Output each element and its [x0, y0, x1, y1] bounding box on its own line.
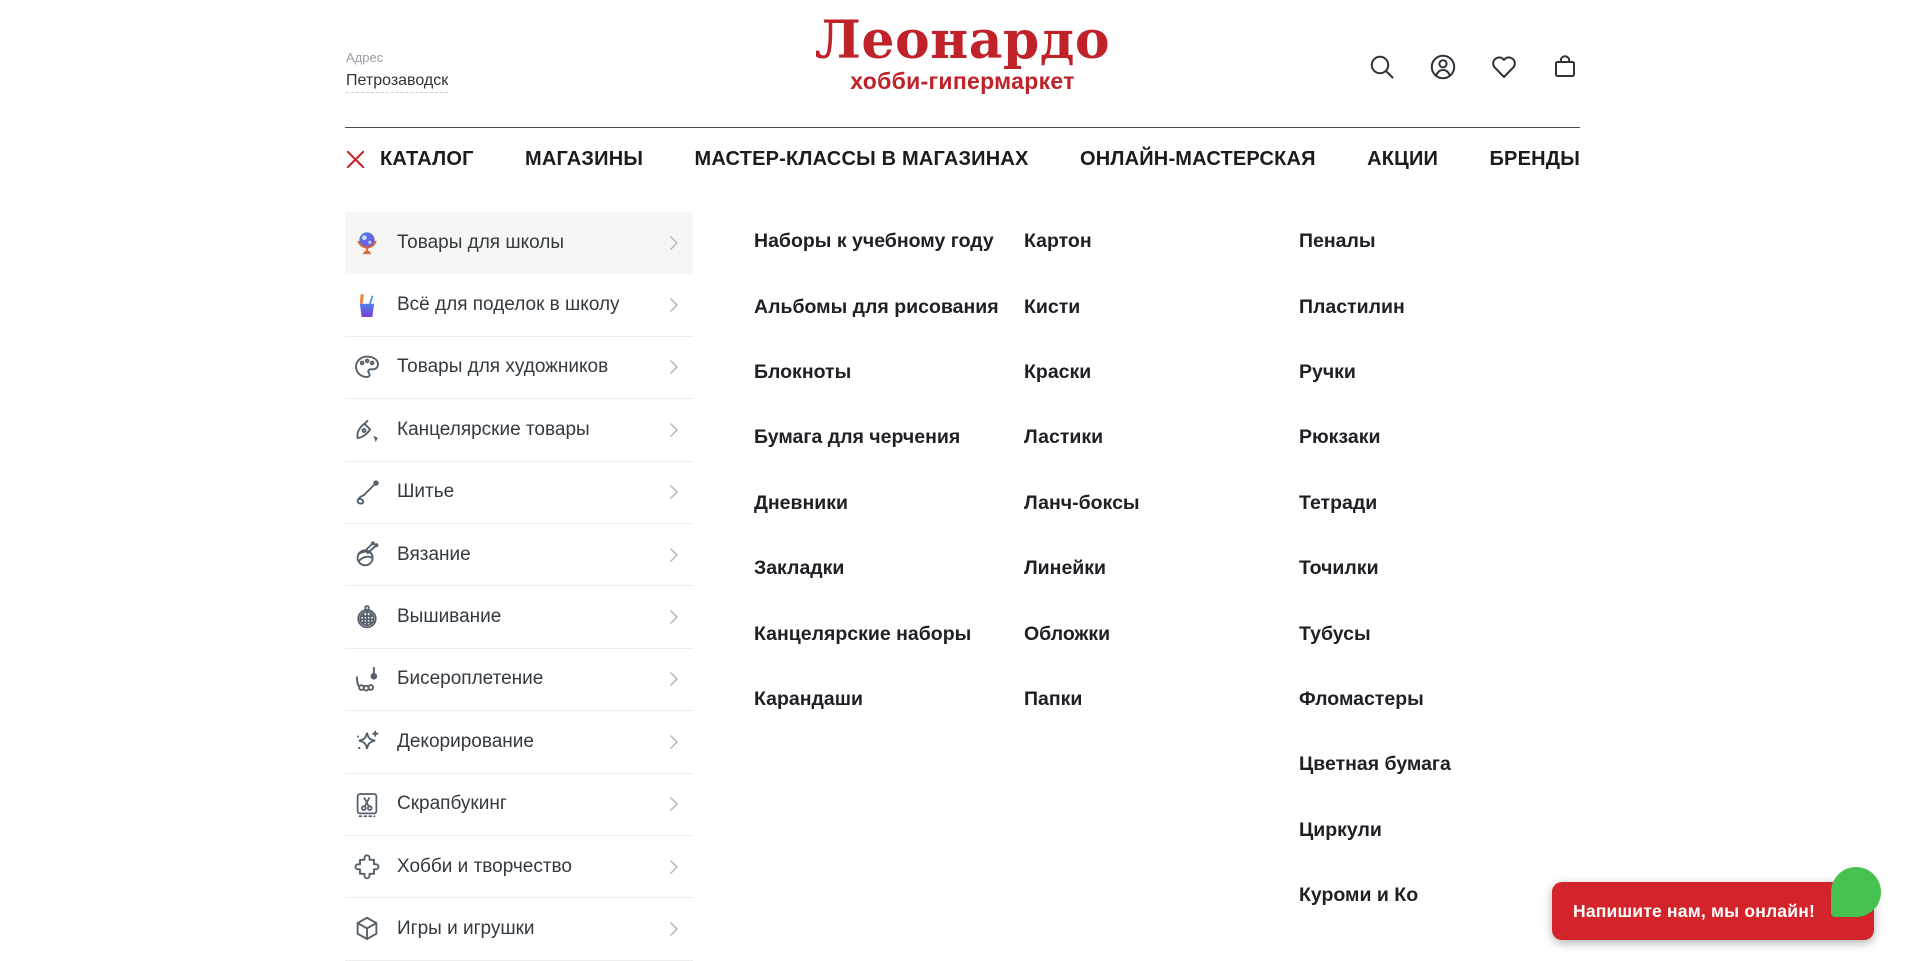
subcategory-link[interactable]: Альбомы для рисования: [754, 295, 999, 318]
chevron-right-icon: [669, 484, 679, 500]
catalog-sidebar: [345, 212, 693, 961]
sidebar-item-label: Канцелярские товары: [397, 418, 590, 440]
subcategory-link[interactable]: Блокноты: [754, 360, 852, 383]
subcategory-link[interactable]: Дневники: [754, 491, 849, 514]
search-icon[interactable]: [1367, 52, 1397, 82]
sidebar-item-beadwork[interactable]: [345, 649, 693, 711]
nav-item-promotions[interactable]: АКЦИИ: [1367, 148, 1439, 170]
chevron-right-icon: [669, 297, 679, 313]
catalog-mega-menu: [345, 212, 1919, 961]
subcategory-link[interactable]: Закладки: [754, 557, 845, 580]
sidebar-item-label: Шитье: [397, 481, 455, 503]
address-label: Адрес: [346, 50, 384, 65]
header-icons: [1367, 52, 1580, 82]
sidebar-item-label: Вышивание: [397, 606, 502, 628]
nav-catalog-button[interactable]: [345, 148, 474, 171]
chevron-right-icon: [669, 796, 679, 812]
subcategory-columns: [754, 209, 1584, 928]
sidebar-item-label: Игры и игрушки: [397, 917, 535, 939]
subcategory-link[interactable]: Фломастеры: [1299, 687, 1424, 710]
nav-catalog-label: КАТАЛОГ: [380, 148, 474, 170]
sidebar-item-games-toys[interactable]: [345, 898, 693, 960]
subcategory-link[interactable]: Пеналы: [1299, 230, 1376, 253]
subcategory-column-1: [754, 209, 1024, 928]
header: [0, 0, 1919, 128]
chevron-right-icon: [669, 235, 679, 251]
chevron-right-icon: [669, 671, 679, 687]
needle-thread-icon: [352, 477, 382, 507]
close-icon: [345, 149, 366, 170]
sidebar-item-scrapbooking[interactable]: [345, 774, 693, 836]
header-divider: [345, 127, 1580, 128]
subcategory-link[interactable]: Бумага для черчения: [754, 426, 961, 449]
cube-icon: [352, 914, 382, 944]
nav-item-online-workshop[interactable]: ОНЛАЙН-МАСТЕРСКАЯ: [1079, 148, 1316, 170]
city-selector[interactable]: Петрозаводск: [346, 72, 448, 93]
sidebar-item-decorating[interactable]: [345, 711, 693, 773]
chat-button[interactable]: [1552, 882, 1874, 940]
subcategory-link[interactable]: Рюкзаки: [1299, 426, 1381, 449]
address-block: [346, 50, 448, 93]
subcategory-link[interactable]: Ластики: [1024, 426, 1104, 449]
sparkle-icon: [352, 727, 382, 757]
subcategory-column-2: [1024, 209, 1299, 928]
subcategory-link[interactable]: Краски: [1024, 360, 1092, 383]
account-icon[interactable]: [1428, 52, 1458, 82]
sidebar-item-label: Вязание: [397, 543, 471, 565]
subcategory-link[interactable]: Цветная бумага: [1299, 753, 1451, 776]
nav-item-brands[interactable]: БРЕНДЫ: [1489, 148, 1580, 170]
chevron-right-icon: [669, 859, 679, 875]
chevron-right-icon: [669, 422, 679, 438]
sidebar-item-artists[interactable]: [345, 337, 693, 399]
nav-item-masterclasses[interactable]: МАСТЕР-КЛАССЫ В МАГАЗИНАХ: [694, 148, 1029, 170]
sidebar-item-sewing[interactable]: [345, 462, 693, 524]
subcategory-link[interactable]: Наборы к учебному году: [754, 230, 994, 253]
subcategory-link[interactable]: Точилки: [1299, 557, 1379, 580]
subcategory-link[interactable]: Тетради: [1299, 491, 1378, 514]
subcategory-link[interactable]: Пластилин: [1299, 295, 1405, 318]
puzzle-icon: [352, 852, 382, 882]
subcategory-link[interactable]: Циркули: [1299, 818, 1382, 841]
sidebar-item-label: Хобби и творчество: [397, 855, 572, 877]
subcategory-link[interactable]: Обложки: [1024, 622, 1111, 645]
subcategory-column-3: [1299, 209, 1584, 928]
sidebar-item-school-crafts[interactable]: [345, 274, 693, 336]
subcategory-link[interactable]: Ланч-боксы: [1024, 491, 1140, 514]
subcategory-link[interactable]: Куроми и Ко: [1299, 884, 1419, 907]
subcategory-link[interactable]: Кисти: [1024, 295, 1081, 318]
cart-icon[interactable]: [1550, 52, 1580, 82]
sidebar-item-label: Скрапбукинг: [397, 793, 507, 815]
subcategory-link[interactable]: Канцелярские наборы: [754, 622, 972, 645]
subcategory-link[interactable]: Картон: [1024, 230, 1092, 253]
sidebar-item-hobby-creativity[interactable]: [345, 836, 693, 898]
chevron-right-icon: [669, 734, 679, 750]
chevron-right-icon: [669, 921, 679, 937]
main-nav: [345, 148, 1580, 171]
pen-nib-icon: [352, 415, 382, 445]
sidebar-item-label: Товары для художников: [397, 356, 609, 378]
chevron-right-icon: [669, 359, 679, 375]
sidebar-item-label: Товары для школы: [397, 232, 565, 254]
logo-subtitle: хобби-гипермаркет: [850, 68, 1075, 95]
logo-title: Леонардо: [814, 10, 1111, 71]
pencil-cup-icon: [352, 290, 382, 320]
embroidery-hoop-icon: [352, 602, 382, 632]
sidebar-item-label: Декорирование: [397, 730, 534, 752]
scissors-frame-icon: [352, 789, 382, 819]
subcategory-link[interactable]: Линейки: [1024, 557, 1107, 580]
sidebar-item-label: Бисероплетение: [397, 668, 544, 690]
subcategory-link[interactable]: Ручки: [1299, 360, 1356, 383]
chat-leaf-icon: [1831, 867, 1881, 917]
beads-icon: [352, 664, 382, 694]
chevron-right-icon: [669, 609, 679, 625]
sidebar-item-knitting[interactable]: [345, 524, 693, 586]
chevron-right-icon: [669, 547, 679, 563]
sidebar-item-school-goods[interactable]: [345, 212, 693, 274]
sidebar-item-embroidery[interactable]: [345, 586, 693, 648]
chat-label: Напишите нам, мы онлайн!: [1573, 900, 1815, 921]
sidebar-item-label: Всё для поделок в школу: [397, 294, 620, 316]
subcategory-link[interactable]: Карандаши: [754, 687, 863, 710]
favorites-icon[interactable]: [1489, 52, 1519, 82]
yarn-icon: [352, 540, 382, 570]
nav-item-stores[interactable]: МАГАЗИНЫ: [525, 148, 644, 170]
subcategory-link[interactable]: Папки: [1024, 687, 1083, 710]
logo[interactable]: [814, 10, 1111, 95]
globe-icon: [352, 228, 382, 258]
subcategory-link[interactable]: Тубусы: [1299, 622, 1371, 645]
palette-icon: [352, 352, 382, 382]
sidebar-item-stationery[interactable]: [345, 399, 693, 461]
